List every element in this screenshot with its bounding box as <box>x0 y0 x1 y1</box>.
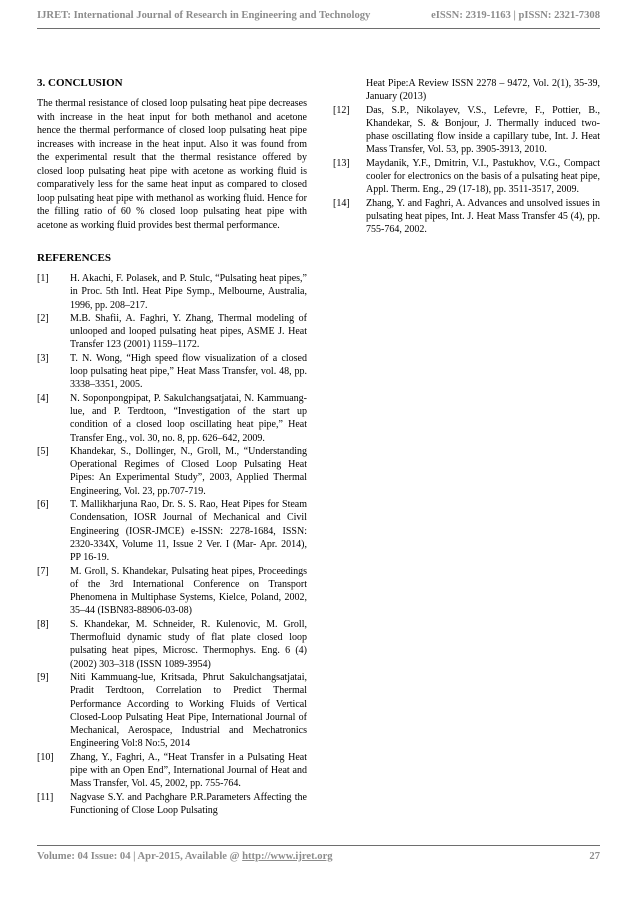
reference-text: H. Akachi, F. Polasek, and P. Stulc, “Pulsating heat pipes,” in Proc. 5th Intl. Heat Pipe Symp., Melbourne, Australia, 1996, pp. 208–217. <box>70 273 307 311</box>
reference-number: [8] <box>37 618 49 630</box>
references-list-left <box>37 272 307 817</box>
reference-number: [5] <box>37 445 49 457</box>
reference-number: [4] <box>37 392 49 404</box>
conclusion-heading: 3. CONCLUSION <box>37 77 123 89</box>
reference-item <box>37 392 307 445</box>
reference-item <box>37 272 307 312</box>
running-footer <box>37 851 600 862</box>
reference-text: Zhang, Y. and Faghri, A. Advances and unsolved issues in pulsating heat pipes, Int. J. Heat Mass Transfer 45 (4), pp. 755-764, 2002. <box>366 197 600 236</box>
footer-volume-info <box>37 851 333 862</box>
reference-number: [12] <box>333 104 350 116</box>
journal-title: IJRET: International Journal of Research in Engineering and Technology <box>37 10 371 21</box>
reference-text: Zhang, Y., Faghri, A., “Heat Transfer in a Pulsating Heat pipe with an Open End”, International Journal of Heat and Mass Transfer, Vol. 45, 2002, pp. 755-764. <box>70 751 307 790</box>
reference-item <box>37 565 307 618</box>
reference-text: Nagvase S.Y. and Pachghare P.R.Parameters Affecting the Functioning of Close Loop Pulsating <box>70 791 307 816</box>
footer-divider <box>37 845 600 846</box>
reference-item <box>37 445 307 498</box>
reference-text: Niti Kammuang-lue, Kritsada, Phrut Sakulchangsatjatai, Pradit Terdtoon, Correlation to Predict Thermal Performance According to Working Fluids of Vertical Closed-Loop Pulsating Heat Pipe, International Journal of Mechanical, Aerospace, Industrial and Mechatronics Engineering Vol:8 No:5, 2014 <box>70 671 307 750</box>
reference-number: [3] <box>37 352 49 364</box>
header-divider <box>37 28 600 29</box>
reference-text: Khandekar, S., Dollinger, N., Groll, M., “Understanding Operational Regimes of Closed Loop Pulsating Heat Pipes: An Experimental Study”, 2003, Applied Thermal Engineering, Vol. 23, pp.707-719. <box>70 445 307 497</box>
reference-item <box>37 751 307 791</box>
reference-number: [13] <box>333 157 350 169</box>
left-column <box>37 77 307 817</box>
reference-text: M.B. Shafii, A. Faghri, Y. Zhang, Thermal modeling of unlooped and looped pulsating heat pipes, ASME J. Heat Transfer 123 (2001) 1159–1172. <box>70 312 307 351</box>
reference-number: [9] <box>37 671 49 683</box>
reference-text: T. N. Wong, “High speed flow visualization of a closed loop pulsating heat pipe,” Heat Mass Transfer, vol. 48, pp. 3338–3351, 2005. <box>70 352 307 391</box>
reference-text: Das, S.P., Nikolayev, V.S., Lefevre, F., Pottier, B., Khandekar, S. & Bonjour, J. Thermally induced two-phase oscillating flow inside a capillary tube, Int. J. Heat Mass Transfer, Vol. 53, pp. 3905-3913, 2010. <box>366 104 600 156</box>
reference-number: [10] <box>37 751 54 763</box>
journal-website-link[interactable]: http://www.ijret.org <box>242 851 333 862</box>
reference-number: [2] <box>37 312 49 324</box>
reference-text: Maydanik, Y.F., Dmitrin, V.I., Pastukhov, V.G., Compact cooler for electronics on the basis of a pulsating heat pipe, Appl. Therm. Eng., 29 (17-18), pp. 3511-3517, 2009. <box>366 157 600 196</box>
reference-item <box>37 352 307 392</box>
reference-number: [6] <box>37 499 49 511</box>
reference-item <box>333 197 600 237</box>
reference-text: S. Khandekar, M. Schneider, R. Kulenovic, M. Groll, Thermofluid dynamic study of flat plate closed loop pulsating heat pipes, Microsc. Thermophys. Eng. 6 (4) (2002) 303–318 (ISSN 1089-3954) <box>70 618 307 670</box>
reference-number: [1] <box>37 273 49 284</box>
reference-item <box>37 671 307 751</box>
running-header <box>37 10 600 21</box>
reference-text: T. Mallikharjuna Rao, Dr. S. S. Rao, Heat Pipes for Steam Condensation, IOSR Journal of Mechanical and Civil Engineering (IOSR-JMCE) e-ISSN: 2278-1684, ISSN: 2320-334X, Volume 11, Issue 2 Ver. I (Mar- Apr. 2014), PP 16-19. <box>70 499 307 564</box>
reference-continuation: Heat Pipe:A Review ISSN 2278 – 9472, Vol. 2(1), 35-39, January (2013) <box>366 78 600 103</box>
reference-item <box>333 104 600 157</box>
conclusion-paragraph: The thermal resistance of closed loop pulsating heat pipe decreases with increase in the heat input for both methanol and acetone hence the thermal performance of closed loop pulsating heat pipe increases with increase in the heat input. Also it was found from the experimental result that the thermal resistance offered by closed loop pulsating heat pipe with acetone as working fluid is comparatively less for the same heat input as compared to closed loop pulsating heat pipe with methanol as working fluid. Hence for the filling ratio of 60 % closed loop pulsating heat pipe with acetone as working fluid provides best thermal performance. <box>37 98 307 231</box>
reference-item <box>37 312 307 352</box>
references-list-right <box>333 104 600 237</box>
page-number: 27 <box>589 851 600 862</box>
footer-volume-text: Volume: 04 Issue: 04 | Apr-2015, Available @ <box>37 851 243 862</box>
right-column <box>333 77 600 237</box>
reference-item <box>37 498 307 564</box>
references-heading: REFERENCES <box>37 252 111 264</box>
reference-item <box>37 791 307 818</box>
reference-number: [14] <box>333 197 350 209</box>
reference-text: N. Soponpongpipat, P. Sakulchangsatjatai, N. Kammuang-lue, and P. Terdtoon, “Investigation of the start up condition of a closed loop oscillating heat pipe,” Heat Transfer Eng., vol. 30, no. 8, pp. 626–642, 2009. <box>70 392 307 444</box>
reference-item <box>333 157 600 197</box>
reference-number: [11] <box>37 791 54 803</box>
issn-info: eISSN: 2319-1163 | pISSN: 2321-7308 <box>431 10 600 21</box>
reference-number: [7] <box>37 565 49 577</box>
reference-item <box>37 618 307 671</box>
reference-text: M. Groll, S. Khandekar, Pulsating heat pipes, Proceedings of the 3rd International Conference on Transport Phenomena in Multiphase Systems, Kielce, Poland, 2002, 35–44 (ISBN83-88906-03-08) <box>70 565 307 617</box>
